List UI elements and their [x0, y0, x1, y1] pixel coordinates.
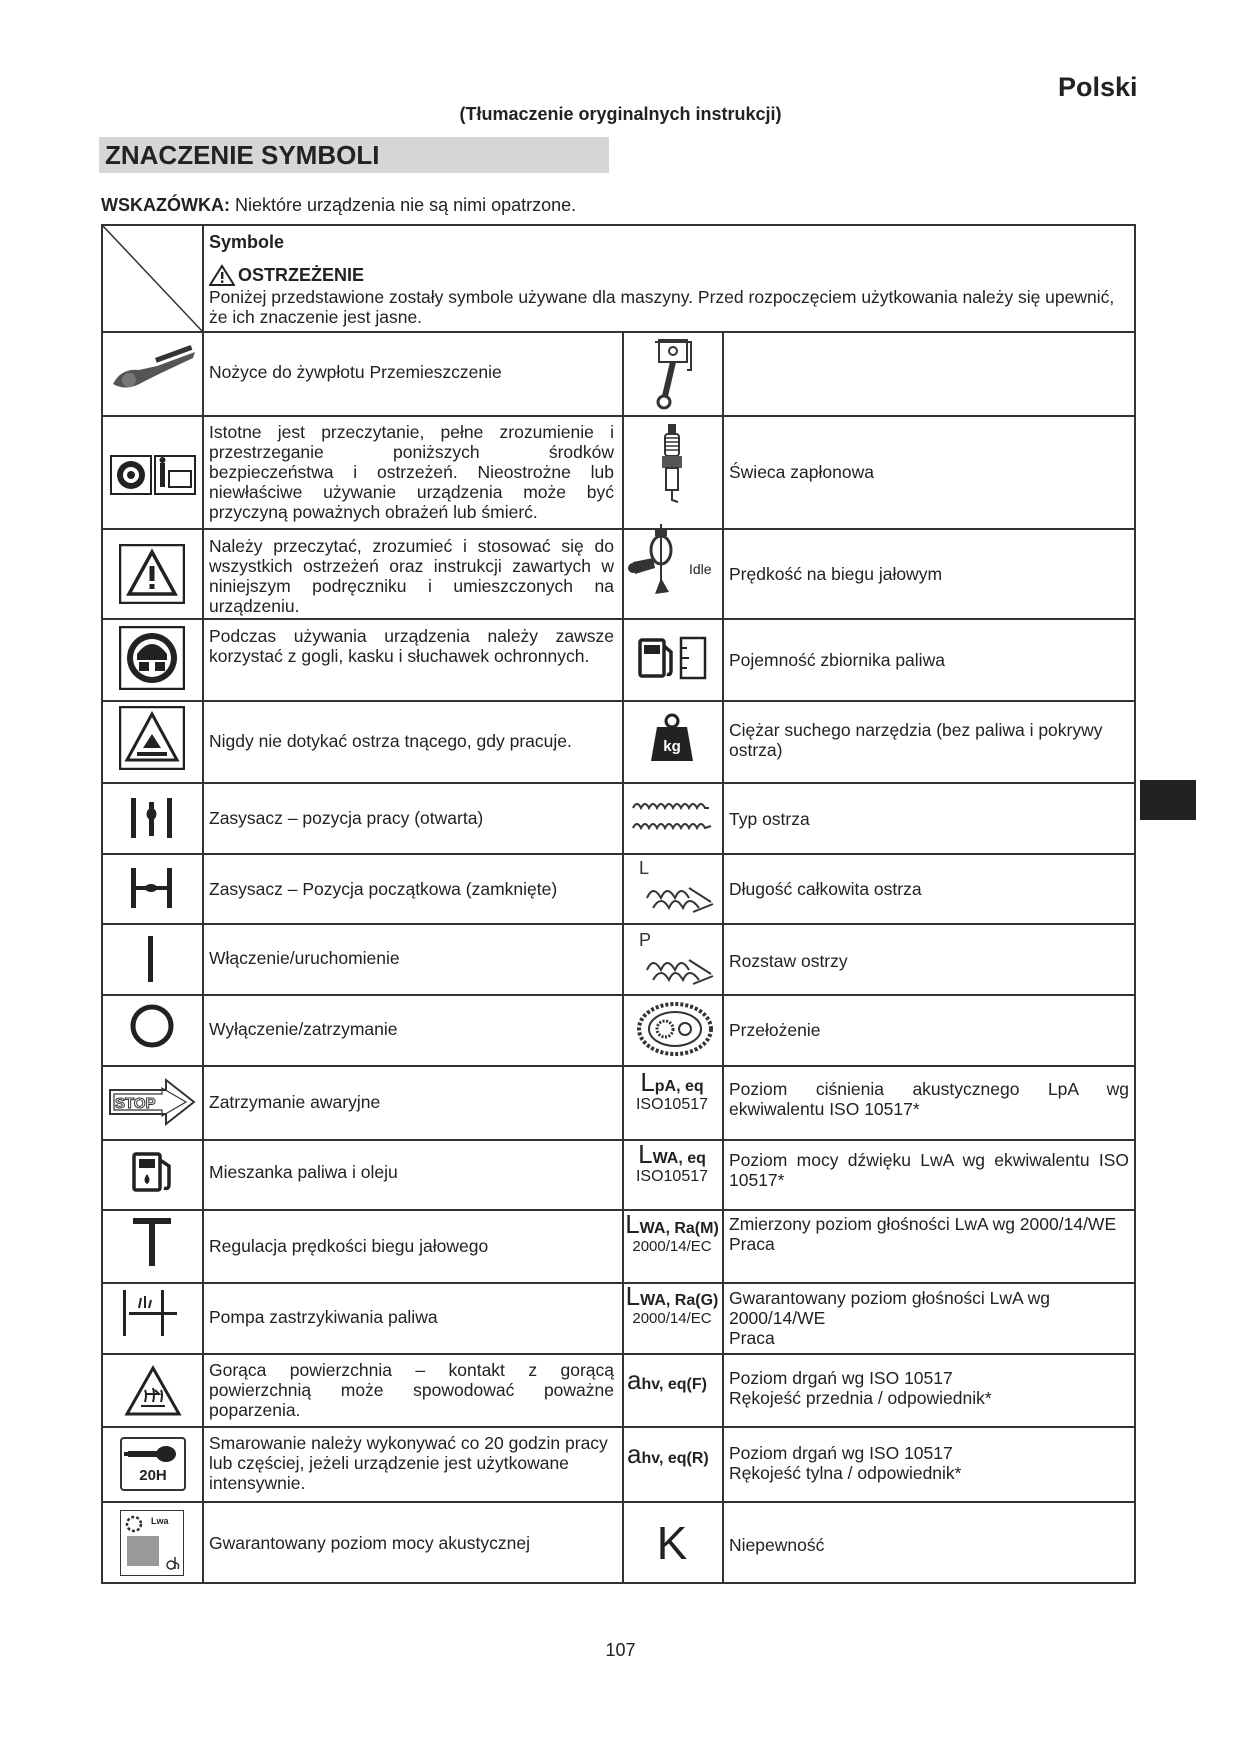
section-title: ZNACZENIE SYMBOLI	[99, 137, 609, 173]
lwa-measured-symbol: LWA, Ra(M) 2000/14/EC	[625, 1209, 719, 1255]
symbols-table	[101, 224, 1136, 1584]
note-label: WSKAZÓWKA:	[101, 195, 230, 215]
lwa-guaranteed-symbol: LWA, Ra(G) 2000/14/EC	[625, 1281, 719, 1327]
warning-text: Poniżej przedstawione zostały symbole używane dla maszyny. Przed rozpoczęciem użytkowania należy się upewnić, że ich znaczenie jest jasne.	[209, 287, 1115, 327]
left-row-text: Mieszanka paliwa i oleju	[209, 1162, 398, 1182]
warning-triangle-icon	[209, 264, 235, 286]
left-row-text: Należy przeczytać, zrozumieć i stosować się do wszystkich ostrzeżeń oraz instrukcji zawartych w niniejszym podręczniku i umieszczonych na urządzeniu.	[209, 536, 614, 616]
right-row-text: Rozstaw ostrzy	[729, 951, 848, 971]
gear-ratio-icon	[635, 1000, 715, 1058]
hedge-trimmer-icon	[109, 344, 197, 394]
lubrication-icon	[120, 1437, 186, 1491]
right-row-text: Ciężar suchego narzędzia (bez paliwa i pokrywy ostrza)	[729, 720, 1103, 760]
page-number: 107	[605, 1640, 636, 1660]
right-row-text: Długość całkowita ostrza	[729, 879, 922, 899]
value-box	[127, 1536, 159, 1566]
right-row-text: Poziom ciśnienia akustycznego LpA wg ekwiwalentu ISO 10517*	[729, 1079, 1129, 1119]
left-row-text: Zasysacz – Pozycja początkowa (zamknięte)	[209, 879, 558, 899]
subtitle: (Tłumaczenie oryginalnych instrukcji)	[459, 104, 782, 124]
spark-plug-icon	[658, 422, 686, 512]
lpa-symbol: LpA, eq ISO10517	[635, 1067, 709, 1113]
power-off-icon	[128, 1001, 176, 1051]
gear-icon	[124, 1514, 144, 1534]
warning-heading	[209, 264, 1129, 286]
lubrication-label: 20H	[139, 1467, 167, 1484]
fuel-capacity-icon	[637, 634, 709, 684]
hot-surface-icon	[123, 1364, 183, 1418]
left-row-text: Włączenie/uruchomienie	[209, 948, 400, 968]
left-row-text: Nigdy nie dotykać ostrza tnącego, gdy pracuje.	[209, 731, 572, 751]
left-row-text: Nożyce do żywpłotu Przemieszczenie	[209, 362, 502, 382]
right-row-text: Typ ostrza	[729, 809, 810, 829]
uncertainty-symbol: K	[656, 1517, 688, 1569]
right-row-text: Poziom drgań wg ISO 10517 Rękojeść przednia / odpowiednik*	[729, 1368, 992, 1408]
protective-gear-icon	[119, 626, 185, 690]
diagonal-divider	[103, 226, 203, 332]
choke-open-icon	[127, 796, 177, 840]
idle-label: Idle	[689, 561, 712, 577]
blade-length-label: L	[639, 858, 650, 878]
idle-speed-icon	[625, 522, 717, 606]
left-row-text: Istotne jest przeczytanie, pełne zrozumienie i przestrzeganie poniższych środków bezpieczeństwa i ostrzeżeń. Nieostrożne lub niewłaściwe używanie urządzenia może być przyczyną poważnych obrażeń lub śmierć.	[209, 422, 614, 522]
blade-pitch-label: P	[639, 930, 652, 950]
warning-label: OSTRZEŻENIE	[238, 265, 365, 285]
sound-power-icon	[120, 1510, 184, 1576]
right-row-text: Poziom drgań wg ISO 10517 Rękojeść tylna / odpowiednik*	[729, 1443, 962, 1483]
left-row-text: Wyłączenie/zatrzymanie	[209, 1019, 398, 1039]
blade-type-icon	[629, 798, 715, 836]
grease-gun-icon	[122, 1441, 184, 1465]
lwa-symbol: LWA, eq ISO10517	[635, 1139, 709, 1185]
idle-adjust-icon	[129, 1214, 175, 1268]
left-row-text: Zasysacz – pozycja pracy (otwarta)	[209, 808, 484, 828]
language-label: Polski	[1058, 72, 1138, 102]
right-row-text: Poziom mocy dźwięku LwA wg ekwiwalentu ISO 10517*	[729, 1150, 1129, 1190]
db-symbol-icon	[165, 1555, 181, 1571]
emergency-stop-icon	[106, 1076, 200, 1128]
fuel-mix-icon	[131, 1146, 175, 1194]
right-row-text: Gwarantowany poziom głośności LwA wg 2000/14/WE Praca	[729, 1288, 1050, 1348]
left-row-text: Gwarantowany poziom mocy akustycznej	[209, 1533, 530, 1553]
vibration-front-symbol: ahv, eq(F)	[627, 1365, 707, 1395]
choke-closed-icon	[127, 866, 177, 910]
note-text: Niektóre urządzenia nie są nimi opatrzone.	[229, 195, 577, 215]
right-row-text: Pojemność zbiornika paliwa	[729, 650, 945, 670]
power-on-icon	[143, 934, 159, 984]
left-row-text: Zatrzymanie awaryjne	[209, 1092, 381, 1112]
right-row-text: Zmierzony poziom głośności LwA wg 2000/14/WE Praca	[729, 1214, 1117, 1254]
weight-icon	[649, 713, 695, 763]
lwa-small-label: Lwa	[151, 1516, 169, 1526]
warning-sign-icon	[119, 544, 185, 604]
fuel-primer-icon	[121, 1286, 183, 1340]
right-row-text: Przełożenie	[729, 1020, 821, 1040]
vibration-rear-symbol: ahv, eq(R)	[627, 1439, 709, 1469]
left-row-text: Podczas używania urządzenia należy zawsze korzystać z gogli, kasku i słuchawek ochronnych.	[209, 626, 614, 666]
displacement-icon	[651, 336, 695, 412]
left-row-text: Smarowanie należy wykonywać co 20 godzin pracy lub częściej, jeżeli urządzenie jest użytkowane intensywnie.	[209, 1433, 608, 1493]
note	[101, 195, 576, 216]
left-row-text: Gorąca powierzchnia – kontakt z gorącą powierzchnią może spowodować poważne poparzenia.	[209, 1360, 614, 1420]
section-tab-marker	[1140, 780, 1196, 820]
symbols-label: Symbole	[209, 232, 285, 252]
right-row-text: Niepewność	[729, 1535, 825, 1555]
right-row-text: Świeca zapłonowa	[729, 462, 874, 482]
blade-length-icon	[633, 858, 717, 920]
blade-warning-icon	[119, 706, 185, 770]
stop-label: STOP	[115, 1095, 156, 1112]
kg-label: kg	[663, 738, 681, 755]
left-row-text: Pompa zastrzykiwania paliwa	[209, 1307, 438, 1327]
read-manual-icon	[110, 453, 196, 497]
blade-pitch-icon	[633, 930, 717, 992]
left-row-text: Regulacja prędkości biegu jałowego	[209, 1236, 489, 1256]
right-row-text: Prędkość na biegu jałowym	[729, 564, 943, 584]
